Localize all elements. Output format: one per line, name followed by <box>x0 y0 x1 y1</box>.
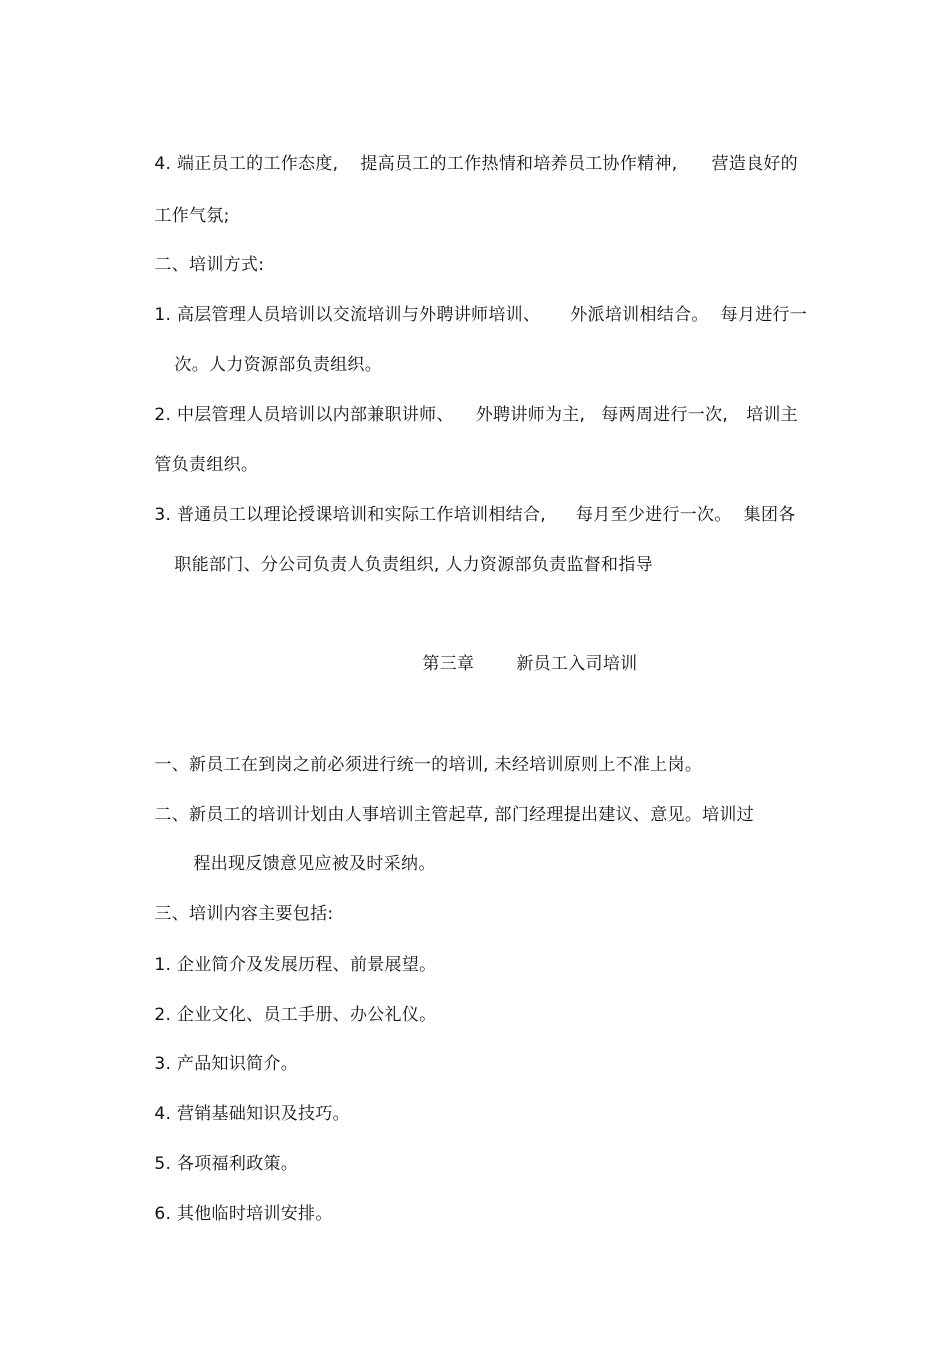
text-segment: 每月至少进行一次。 <box>575 505 732 525</box>
text-segment: 外聘讲师为主, <box>475 405 586 425</box>
text-segment: 5. 各项福利政策。 <box>154 1154 299 1174</box>
list-item <box>143 1178 333 1226</box>
text-segment: 集团各 <box>743 505 796 525</box>
paragraph-line <box>143 779 754 827</box>
text-segment: 每月进行一 <box>720 305 808 325</box>
text-segment: 二、新员工的培训计划由人事培训主管起草, 部门经理提出建议、意见。培训过 <box>154 805 755 825</box>
chapter-number: 第三章 <box>422 654 475 674</box>
list-item <box>143 1078 350 1126</box>
list-item <box>143 979 436 1027</box>
section-heading <box>143 878 333 926</box>
text-segment: 一、新员工在到岗之前必须进行统一的培训, 未经培训原则上不准上岗。 <box>154 755 703 775</box>
text-segment: 1. 企业简介及发展历程、前景展望。 <box>154 955 437 975</box>
text-segment: 管负责组织。 <box>154 455 259 475</box>
text-segment: 4. 端正员工的工作态度, <box>154 154 339 174</box>
chapter-name: 新员工入司培训 <box>516 654 638 674</box>
paragraph-line <box>143 128 798 176</box>
text-segment: 每两周进行一次, <box>601 405 729 425</box>
text-segment: 2. 中层管理人员培训以内部兼职讲师、 <box>154 405 454 425</box>
text-segment: 提高员工的工作热情和培养员工协作精神, <box>360 154 678 174</box>
text-segment: 培训主 <box>746 405 798 425</box>
paragraph-line <box>143 729 702 777</box>
paragraph-continuation <box>182 828 436 876</box>
text-segment: 6. 其他临时培训安排。 <box>154 1204 333 1224</box>
text-segment: 3. 产品知识简介。 <box>154 1054 299 1074</box>
text-segment: 次。人力资源部负责组织。 <box>174 355 383 375</box>
section-heading <box>143 229 264 277</box>
text-segment: 程出现反馈意见应被及时采纳。 <box>193 854 436 874</box>
list-item-continuation <box>143 429 258 477</box>
text-segment: 2. 企业文化、员工手册、办公礼仪。 <box>154 1005 437 1025</box>
text-segment: 职能部门、分公司负责人负责组织, 人力资源部负责监督和指导 <box>174 555 653 575</box>
list-item <box>143 929 436 977</box>
text-segment: 3. 普通员工以理论授课培训和实际工作培训相结合, <box>154 505 546 525</box>
list-item-continuation <box>163 529 653 577</box>
text-segment: 外派培训相结合。 <box>570 305 709 325</box>
text-segment: 工作气氛; <box>154 206 230 226</box>
list-item-continuation <box>163 329 382 377</box>
text-segment: 三、培训内容主要包括: <box>154 904 334 924</box>
text-segment: 二、培训方式: <box>154 255 265 275</box>
text-segment: 4. 营销基础知识及技巧。 <box>154 1104 350 1124</box>
text-segment: 1. 高层管理人员培训以交流培训与外聘讲师培训、 <box>154 305 541 325</box>
list-item <box>143 1128 298 1176</box>
chapter-title <box>411 628 637 676</box>
text-segment: 营造良好的 <box>711 154 798 174</box>
paragraph-line <box>143 180 230 228</box>
list-item <box>143 479 796 527</box>
list-item <box>143 379 798 427</box>
list-item <box>143 279 807 327</box>
list-item <box>143 1028 298 1076</box>
